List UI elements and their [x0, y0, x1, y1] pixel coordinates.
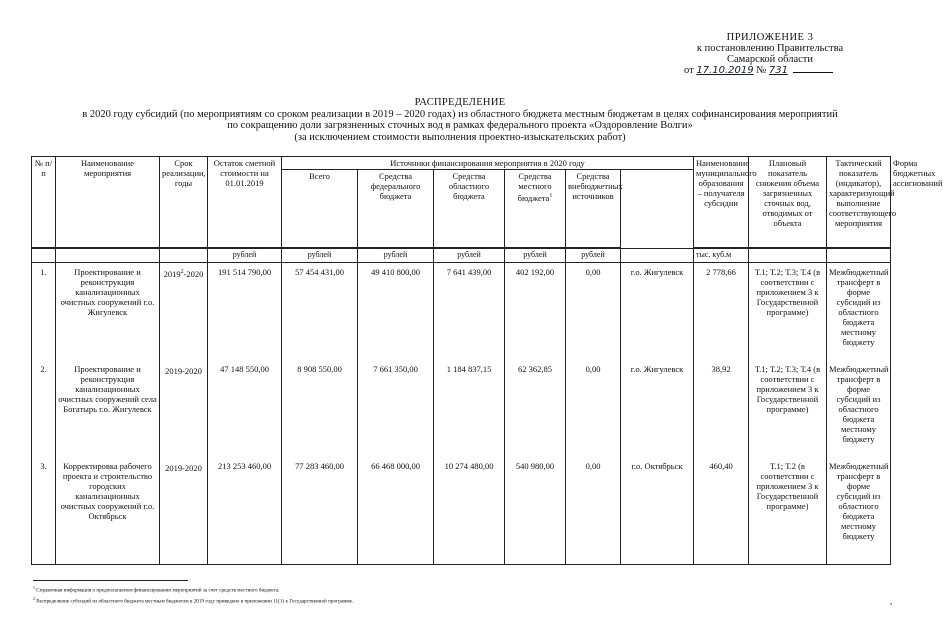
unit-local: рублей — [505, 249, 566, 263]
document-title — [30, 97, 890, 143]
row-indicator: 2 778,66 — [694, 263, 749, 361]
footnote-2 — [33, 595, 733, 606]
annex-block — [684, 32, 850, 76]
number-prefix: № — [756, 65, 767, 76]
row-period-rest: -2020 — [183, 268, 204, 279]
row-tactical: Т.1; Т.2; Т.3; Т.4 (в соответствии с приложением 3 к Государственной программе) — [749, 360, 827, 457]
footnotes — [33, 580, 733, 605]
row-tactical: Т.1; Т.2 (в соответствии с приложением 3 к Государственной программе) — [749, 457, 827, 565]
header-federal: Средства федерального бюджета — [358, 170, 434, 248]
table-row — [32, 263, 891, 361]
unit-name — [56, 249, 160, 263]
row-remaining: 191 514 790,00 — [208, 263, 282, 361]
unit-form — [827, 249, 891, 263]
row-federal: 66 468 000,00 — [358, 457, 434, 565]
title-line-1: в 2020 году субсидий (по мероприятиям со сроком реализации в 2019 – 2020 годах) из областного бюджета местным бюджетам в целях софинансирования мероприятий — [82, 108, 838, 120]
row-period — [160, 457, 208, 565]
annex-title: ПРИЛОЖЕНИЕ 3 — [726, 32, 814, 43]
header-local-sup: 1 — [549, 193, 553, 199]
unit-federal: рублей — [358, 249, 434, 263]
annex-line-1: к постановлению Правительства — [696, 43, 844, 54]
row-regional: 10 274 480,00 — [434, 457, 505, 565]
date-prefix: от — [684, 65, 694, 76]
row-period-main: 2019 — [163, 268, 181, 279]
row-municipality: г.о. Жигулевск — [621, 360, 694, 457]
row-remaining: 213 253 460,00 — [208, 457, 282, 565]
handwritten-number: 731 — [768, 65, 788, 76]
header-extra: Средства внебюджетных источников — [566, 170, 621, 248]
units-row — [32, 249, 891, 263]
row-municipality: г.о. Жигулевск — [621, 263, 694, 361]
table-row — [32, 360, 891, 457]
handwritten-date: 17.10.2019 — [696, 65, 754, 76]
number-underline — [793, 72, 833, 73]
row-no: 3. — [32, 457, 56, 565]
row-name: Проектирование и реконструкция канализационных очистных сооружений г.о. Жигулевск — [56, 263, 160, 361]
annex-line-2: Самарской области — [727, 54, 813, 65]
row-no: 2. — [32, 360, 56, 457]
unit-no — [32, 249, 56, 263]
unit-municipality — [621, 249, 694, 263]
title-line-3: (за исключением стоимости выполнения проектно-изыскательских работ) — [294, 131, 626, 143]
row-local: 402 192,00 — [505, 263, 566, 361]
row-local: 540 980,00 — [505, 457, 566, 565]
unit-remaining: рублей — [208, 249, 282, 263]
table-row — [32, 457, 891, 565]
header-sources-group: Источники финансирования мероприятия в 2020 году — [282, 157, 694, 170]
row-regional: 1 184 837,15 — [434, 360, 505, 457]
row-total: 77 283 460,00 — [282, 457, 358, 565]
header-tactical: Тактический показатель (индикатор), характеризующий выполнение соответствующего мероприятия — [827, 157, 891, 248]
row-form: Межбюджетный трансферт в форме субсидий из областного бюджета местному бюджету — [827, 263, 891, 361]
footnote-1-mark: 1 — [33, 585, 35, 590]
distribution-table: № п/п Наименование мероприятия Срок реализации, годы Остаток сметной стоимости на 01.01.2019 Источники финансирования мероприятия в 2020 году Наименование муниципального образования – получателя субсидии Плановый показатель снижения объема загрязненных сточных вод, отводимых от объекта Тактический показатель (индикатор), характеризующий выполнение соответствующего мероприятия Форма бюджетных ассигнований Всего Средства федерального бюджета Средства областного бюджета Средства местного бюджета$^1$ Средства внебюджетных источников — [31, 156, 891, 248]
row-name: Корректировка рабочего проекта и строительство городских канализационных очистных сооружений г.о. Октябрьск — [56, 457, 160, 565]
footnote-2-mark: 2 — [33, 595, 35, 601]
row-extra: 0,00 — [566, 457, 621, 565]
footnote-2-text: Распределение субсидий из областного бюджета местным бюджетам в 2019 году приведено в приложении 11(1) к Государственной программе. — [36, 598, 354, 605]
header-local-text: Средства местного бюджета — [517, 171, 552, 203]
row-name: Проектирование и реконструкция канализационных очистных сооружений села Богатырь г.о. Жигулевск — [56, 360, 160, 457]
row-no: 1. — [32, 263, 56, 361]
unit-period — [160, 249, 208, 263]
row-period-sup: 2 — [180, 269, 184, 275]
header-local — [505, 170, 566, 248]
row-regional: 7 641 439,00 — [434, 263, 505, 361]
row-indicator: 38,92 — [694, 360, 749, 457]
row-total: 8 908 550,00 — [282, 360, 358, 457]
header-name: Наименование мероприятия — [56, 157, 160, 248]
unit-indicator: тыс. куб.м — [694, 249, 749, 263]
header-total: Всего — [282, 170, 358, 248]
row-remaining: 47 148 550,00 — [208, 360, 282, 457]
unit-extra: рублей — [566, 249, 621, 263]
row-total: 57 454 431,00 — [282, 263, 358, 361]
title-heading: РАСПРЕДЕЛЕНИЕ — [414, 97, 506, 108]
header-municipality: Наименование муниципального образования – получателя субсидии — [694, 157, 749, 248]
header-regional: Средства областного бюджета — [434, 170, 505, 248]
row-indicator: 460,40 — [694, 457, 749, 565]
row-extra: 0,00 — [566, 263, 621, 361]
row-local: 62 362,85 — [505, 360, 566, 457]
header-period: Срок реализации, годы — [160, 157, 208, 248]
margin-mark: , — [890, 596, 893, 606]
header-no: № п/п — [32, 157, 56, 248]
header-remaining: Остаток сметной стоимости на 01.01.2019 — [208, 157, 282, 248]
row-period — [160, 360, 208, 457]
row-extra: 0,00 — [566, 360, 621, 457]
row-form: Межбюджетный трансферт в форме субсидий из областного бюджета местному бюджету — [827, 360, 891, 457]
unit-total: рублей — [282, 249, 358, 263]
footnote-1 — [33, 584, 733, 595]
row-period-main: 2019-2020 — [165, 365, 202, 376]
footnote-rule — [33, 580, 188, 581]
unit-tactical — [749, 249, 827, 263]
row-municipality: г.о. Октябрьск — [621, 457, 694, 565]
row-period-main: 2019-2020 — [165, 462, 202, 473]
header-indicator: Плановый показатель снижения объема загрязненных сточных вод, отводимых от объекта — [749, 157, 827, 248]
unit-regional: рублей — [434, 249, 505, 263]
row-federal: 49 410 800,00 — [358, 263, 434, 361]
row-federal: 7 661 350,00 — [358, 360, 434, 457]
row-form: Межбюджетный трансферт в форме субсидий из областного бюджета местному бюджету — [827, 457, 891, 565]
row-tactical: Т.1; Т.2; Т.3; Т.4 (в соответствии с приложением 3 к Государственной программе) — [749, 263, 827, 361]
annex-date-line — [684, 65, 850, 76]
title-line-2: по сокращению доли загрязненных сточных вод в рамках федерального проекта «Оздоровление Волги» — [227, 120, 693, 131]
distribution-table-body — [31, 248, 891, 565]
footnote-1-text: Справочная информация о предполагаемом финансировании мероприятий за счет средств местного бюджета. — [36, 587, 280, 594]
row-period — [160, 263, 208, 361]
